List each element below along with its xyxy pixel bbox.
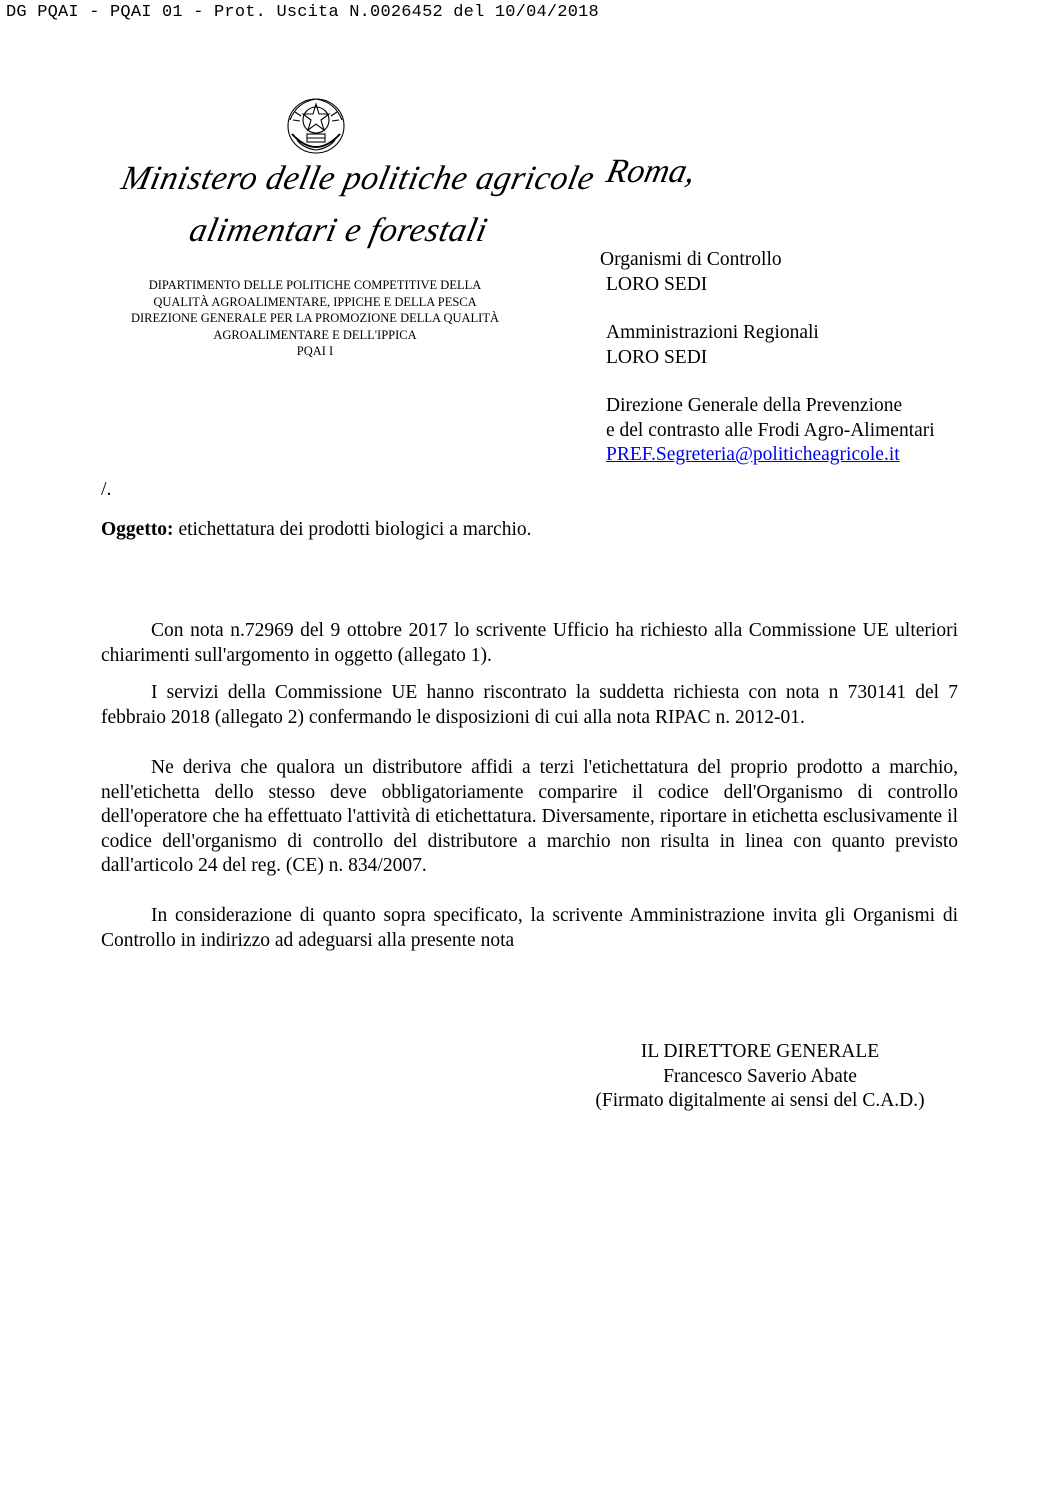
recipient-email-link[interactable]: PREF.Segreteria@politicheagricole.it [606,444,900,465]
recipient-name: Amministrazioni Regionali [606,322,819,343]
recipient [600,321,935,370]
department-line: DIPARTIMENTO DELLE POLITICHE COMPETITIVE DELLA [148,278,482,292]
ministry-name-line1: Ministero delle politiche agricole [118,160,598,197]
recipient-sub: LORO SEDI [606,346,708,368]
subject-text: etichettatura dei prodotti biologici a marchio. [173,519,532,540]
department-line: DIREZIONE GENERALE PER LA PROMOZIONE DELLA QUALITÀ [130,311,500,325]
recipient-name: Organismi di Controllo [600,249,782,270]
reference-mark: /. [101,478,112,500]
recipient-sub: LORO SEDI [606,273,708,295]
department-line: PQAI I [296,344,334,358]
subject-line [101,519,532,541]
recipient [600,248,935,297]
ministry-name-line2: alimentari e forestali [186,212,491,249]
recipient [600,394,935,468]
body-paragraph: Ne deriva che qualora un distributore affidi a terzi l'etichettatura del proprio prodotto a marchio, nell'etichetta dello stesso deve obbligatoriamente comparire il codice dell'Organismo di controllo dell'operatore che ha effettuato l'attività di etichettatura. Diversamente, riportare in etichetta esclusivamente il codice dell'organismo di controllo del distributore a marchio non risulta in linea con quanto previsto dall'articolo 24 del reg. (CE) n. 834/2007. [101,757,958,876]
body-paragraph: In considerazione di quanto sopra specificato, la scrivente Amministrazione invita gli Organismi di Controllo in indirizzo ad adeguarsi alla presente nota [101,905,958,951]
body-paragraph: Con nota n.72969 del 9 ottobre 2017 lo scrivente Ufficio ha richiesto alla Commissione UE ulteriori chiarimenti sull'argomento in oggetto (allegato 1). [101,620,958,666]
recipient-name: Direzione Generale della Prevenzione [606,395,903,416]
department-line: AGROALIMENTARE E DELL'IPPICA [213,327,417,342]
recipient-sub: e del contrasto alle Frodi Agro-Alimentari [606,419,935,441]
body-paragraph: I servizi della Commissione UE hanno riscontrato la suddetta richiesta con nota n 730141 del 7 febbraio 2018 (allegato 2) confermando le disposizioni di cui alla nota RIPAC n. 2012-01. [101,682,958,728]
department-line: QUALITÀ AGROALIMENTARE, IPPICHE E DELLA PESCA [153,294,477,309]
signature-note: (Firmato digitalmente ai sensi del C.A.D.) [595,1090,925,1111]
place-date: Roma, [603,153,699,190]
signature-title: IL DIRETTORE GENERALE [640,1041,880,1062]
signature-name: Francesco Saverio Abate [663,1065,857,1087]
protocol-header: DG PQAI - PQAI 01 - Prot. Uscita N.0026452 del 10/04/2018 [6,3,599,22]
recipients-block [600,248,935,492]
department-block [90,277,540,360]
subject-label: Oggetto: [101,519,174,540]
signature-block [540,1040,980,1114]
italian-republic-emblem-icon [283,90,349,158]
